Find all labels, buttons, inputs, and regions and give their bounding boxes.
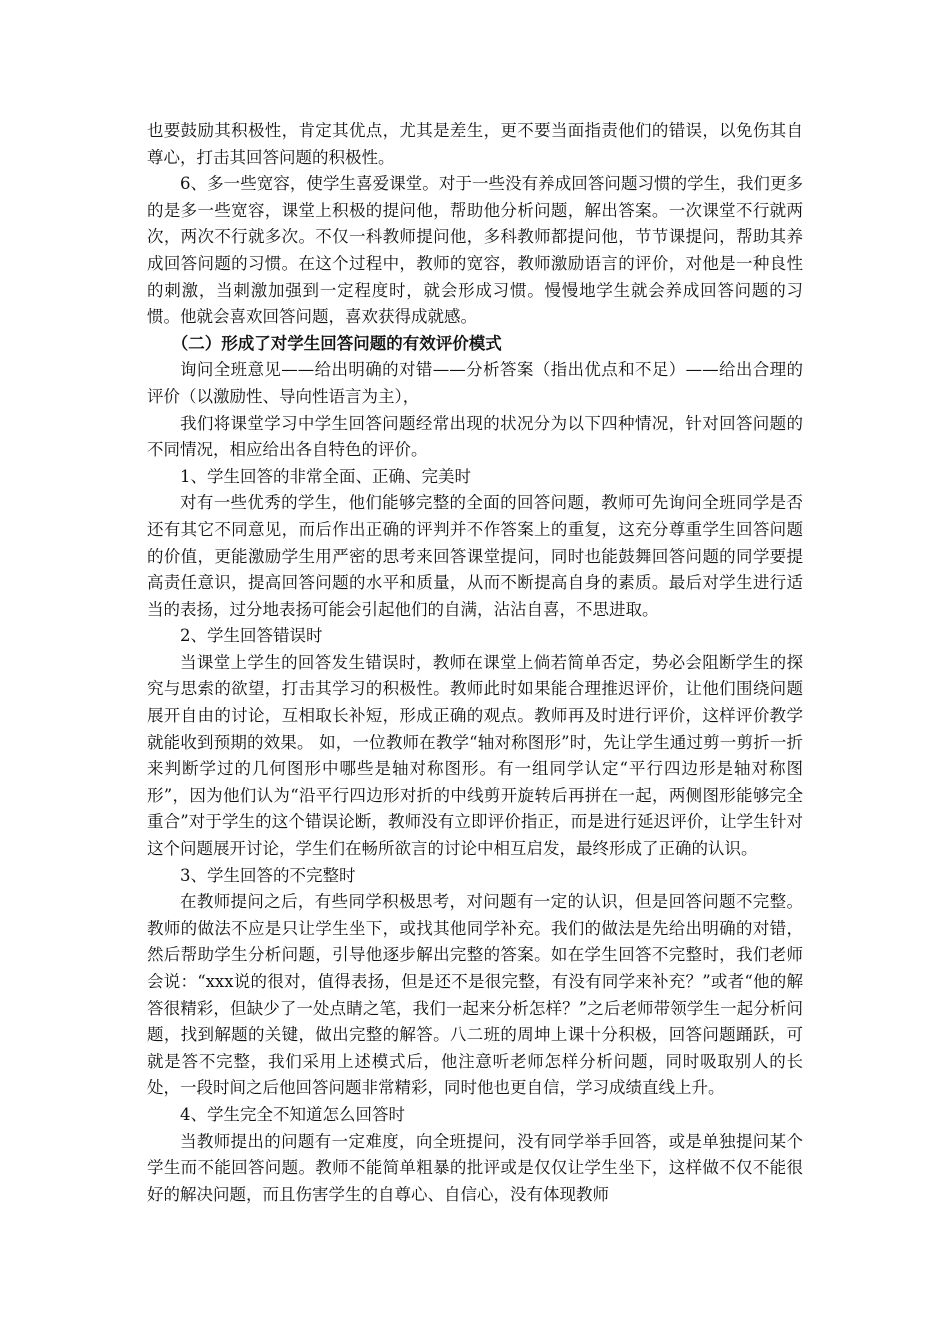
paragraph-case-2: 当课堂上学生的回答发生错误时，教师在课堂上倘若简单否定，势必会阻断学生的探究与思索的欲望，打击其学习的积极性。教师此时如果能合理推迟评价，让他们围绕问题展开自由的讨论，互相取长补短，形成正确的观点。教师再及时进行评价，这样评价教学就能收到预期的效果。 如，一位教师在教学“轴对称图形”时，先让学生通过剪一剪折一折来判断学过的几何图形中哪些是轴对称图形。有一组同学认定“平行四边形是轴对称图形”，因为他们认为“沿平行四边形对折的中线剪开旋转后再拼在一起，两侧图形能够完全重合”对于学生的这个错误论断，教师没有立即评价指正，而是进行延迟评价，让学生针对这个问题展开讨论，学生们在畅所欲言的讨论中相互启发，最终形成了正确的认识。 bbox=[147, 652, 803, 859]
paragraph-case-4: 当教师提出的问题有一定难度，向全班提问，没有同学举手回答，或是单独提问某个学生而不能回答问题。教师不能简单粗暴的批评或是仅仅让学生坐下，这样做不仅不能很好的解决问题，而且伤害学生的自尊心、自信心，没有体现教师 bbox=[147, 1131, 803, 1204]
paragraph-evaluation-model: 询问全班意见——给出明确的对错——分析答案（指出优点和不足）——给出合理的评价（以激励性、导向性语言为主）， bbox=[147, 360, 803, 406]
subheading-case-2: 2、学生回答错误时 bbox=[180, 626, 323, 646]
document-page bbox=[147, 118, 803, 1208]
subheading-case-3: 3、学生回答的不完整时 bbox=[180, 865, 356, 885]
subheading-case-4: 4、学生完全不知道怎么回答时 bbox=[180, 1104, 405, 1124]
paragraph-case-3: 在教师提问之后，有些同学积极思考，对问题有一定的认识，但是回答问题不完整。教师的做法不应是只让学生坐下，或找其他同学补充。我们的做法是先给出明确的对错，然后帮助学生分析问题，引导他逐步解出完整的答案。如在学生回答不完整时，我们老师会说：“xxx说的很对，值得表扬，但是还不是很完整，有没有同学来补充？”或者“他的解答很精彩，但缺少了一处点睛之笔，我们一起来分析怎样？”之后老师带领学生一起分析问题，找到解题的关键，做出完整的解答。八二班的周坤上课十分积极，回答问题踊跃，可就是答不完整，我们采用上述模式后，他注意听老师怎样分析问题，同时吸取别人的长处，一段时间之后他回答问题非常精彩，同时他也更自信，学习成绩直线上升。 bbox=[147, 892, 803, 1098]
paragraph-item-6-tolerance: 6、多一些宽容，使学生喜爱课堂。对于一些没有养成回答问题习惯的学生，我们更多的是多一些宽容，课堂上积极的提问他，帮助他分析问题，解出答案。一次课堂不行就两次，两次不行就多次。不仅一科教师提问他，多科教师都提问他，节节课提问，帮助其养成回答问题的习惯。在这个过程中，教师的宽容，教师激励语言的评价，对他是一种良性的刺激，当刺激加强到一定程度时，就会形成习惯。慢慢地学生就会养成回答问题的习惯。他就会喜欢回答问题，喜欢获得成就感。 bbox=[147, 174, 803, 327]
subheading-case-1: 1、学生回答的非常全面、正确、完美时 bbox=[180, 466, 471, 486]
paragraph-four-situations: 我们将课堂学习中学生回答问题经常出现的状况分为以下四种情况，针对回答问题的不同情况，相应给出各自特色的评价。 bbox=[147, 413, 803, 460]
paragraph-continuation: 也要鼓励其积极性，肯定其优点，尤其是差生，更不要当面指责他们的错误，以免伤其自尊心，打击其回答问题的积极性。 bbox=[147, 121, 803, 167]
paragraph-case-1: 对有一些优秀的学生，他们能够完整的全面的回答问题，教师可先询问全班同学是否还有其它不同意见，而后作出正确的评判并不作答案上的重复，这充分尊重学生回答问题的价值，更能激励学生用严密的思考来回答课堂提问，同时也能鼓舞回答问题的同学要提高责任意识，提高回答问题的水平和质量，从而不断提高自身的素质。最后对学生进行适当的表扬，过分地表扬可能会引起他们的自满，沾沾自喜，不思进取。 bbox=[147, 493, 803, 619]
section-heading: （二）形成了对学生回答问题的有效评价模式 bbox=[171, 333, 502, 353]
